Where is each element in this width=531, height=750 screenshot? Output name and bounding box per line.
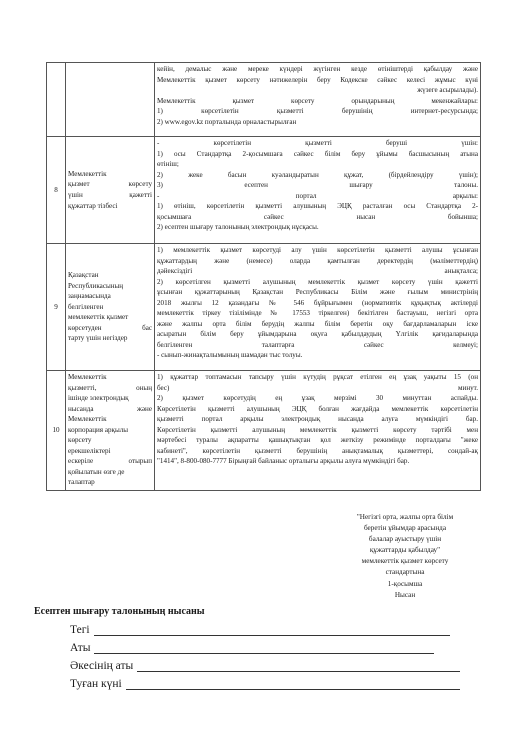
row-name-cell <box>66 137 155 244</box>
field-label: Туған күні <box>70 678 122 690</box>
desc-line: кабинеті", көрсетілетін қызметті берушінің анықтамалық қызметтері, сондай-ақ <box>157 446 478 455</box>
row-number-cell: 8 <box>47 137 66 244</box>
form-title: Есептен шығару талонының нысаны <box>34 606 205 617</box>
row-name-cell <box>66 63 155 137</box>
desc-line: қызметті портал арқылы электрондық нысанда алуға мүмкіндігі бар. <box>157 415 478 424</box>
desc-line: 2) есептен шығару талонының электрондық нұсқасы. <box>157 223 319 232</box>
name-line: мемлекеттік қызмет <box>68 313 129 322</box>
name-line: Мемлекеттік <box>68 373 107 381</box>
desc-line: "1414", 8-800-080-7777 Бірыңғай байланыс орталығы арқылы алуға мүмкіндігі бар. <box>157 457 410 466</box>
form-field-name <box>70 638 490 654</box>
name-line: Мемлекеттік <box>68 415 107 424</box>
fill-line <box>137 661 460 672</box>
form-field-surname <box>70 620 490 636</box>
desc-line: мәртебесі туралы ақпаратты қашықтықтан қол жеткізу режимінде порталдағы "жеке <box>157 436 478 445</box>
name-line: нысанда және <box>68 404 152 413</box>
desc-line: - көрсетілетін қызметті беруші үшін: <box>157 139 478 147</box>
annex-line: стандартына <box>385 568 425 577</box>
desc-line: 1) мемлекеттік қызмет көрсетуді алу үшін көрсетілетін қызметті алушы ұсынған <box>157 246 478 254</box>
desc-line: 2018 жылғы 12 қазандағы № 546 бұйрығымен (нормативтік құқықтық актілерді <box>157 298 478 307</box>
row-desc-cell <box>155 371 481 491</box>
desc-line: мемлекеттік тіркеу тізілімінде № 17553 тіркелген) бекітілген бастауыш, негізгі орта <box>157 309 478 318</box>
name-line: қойылатын өзге де <box>68 467 125 476</box>
name-line: заңнамасында <box>68 292 111 301</box>
desc-line: 1) көрсетілетін қызметті берушінің интернет-ресурсында; <box>157 107 478 116</box>
row-desc-cell <box>155 137 481 244</box>
field-label: Тегі <box>70 624 90 636</box>
name-line: үшін қажетті <box>68 191 152 199</box>
name-line: корпорация арқылы <box>68 425 129 434</box>
annex-line: балалар ауыстыру үшін <box>368 535 442 544</box>
annex-line: мемлекеттік қызмет көрсету <box>361 557 449 566</box>
desc-line: дәйексіздігі анықталса; <box>157 267 478 276</box>
name-line: қызмет көрсету <box>68 180 152 189</box>
form-field-patronymic <box>70 656 490 672</box>
desc-line: ұсынған құжаттарының Қазақстан Республикасы Білім және ғылым министрінің <box>157 288 478 297</box>
name-line: қызметті, оның <box>68 383 152 392</box>
fill-line <box>126 679 460 690</box>
desc-line: бес) минут. <box>157 383 478 392</box>
row-number-cell: 9 <box>47 244 66 371</box>
annex-line: беретін ұйымдар арасында <box>363 524 447 533</box>
fill-line <box>94 625 450 636</box>
desc-line: жүзеге асырылады). <box>417 86 478 95</box>
desc-line: қосымшаға сәйкес нысан бойынша; <box>157 212 478 221</box>
desc-line: 2) жеке басын куәландыратын құжат, (бірдейлендіру үшін); <box>157 170 478 179</box>
desc-line: - сынып-жинақталымының шамадан тыс толуы. <box>157 351 303 360</box>
desc-line: кейін, демалыс және мереке күндері жүгінген кезде өтініштерді қабылдау және <box>157 65 478 73</box>
name-line: талаптар <box>68 478 95 487</box>
desc-line: Мемлекеттік қызмет көрсету орындарының мекенжайлары: <box>157 96 478 105</box>
name-line: ерекшеліктері <box>68 446 111 455</box>
annex-line: Нысан <box>394 590 416 599</box>
name-line: көрсетуден бас <box>68 323 152 332</box>
services-standard-table <box>46 62 481 491</box>
table-row <box>47 371 481 491</box>
field-label: Аты <box>70 642 91 654</box>
desc-line: Көрсетілетін қызметті алушының ЭЦҚ болған жағдайда мемлекеттік көрсетілетін <box>157 404 478 413</box>
name-line: құжаттар тізбесі <box>68 201 118 210</box>
annex-line: "Негізгі орта, жалпы орта білім <box>356 513 454 521</box>
name-line: тарту үшін негіздер <box>68 334 128 343</box>
form-field-birthdate <box>70 674 490 690</box>
desc-line: 2) www.egov.kz порталында орналастырылған <box>157 117 297 126</box>
desc-line: 2) қызмет көрсетудің ең ұзақ мерзімі 30 минуттан аспайды. <box>157 394 478 403</box>
fill-line <box>94 643 434 654</box>
desc-line: белгіленген талаптарға сәйкес келмеуі; <box>157 340 478 349</box>
desc-line: өтініш; <box>157 160 179 169</box>
row-name-cell <box>66 371 155 491</box>
row-name-cell <box>66 244 155 371</box>
name-line: ішінде электрондық <box>68 394 129 403</box>
desc-line: 1) құжаттар топтамасын тапсыру үшін күтудің рұқсат етілген ең ұзақ уақыты 15 (он <box>157 373 478 381</box>
name-line: Мемлекеттік <box>68 169 107 178</box>
desc-line: 1) өтініш, көрсетілетін қызметті алушының ЭЦҚ расталған осы Стандартқа 2- <box>157 202 478 211</box>
annex-line: 1-қосымша <box>387 579 423 588</box>
desc-line: Көрсетілетін қызметті алушының мемлекеттік қызметті көрсету тәртібі мен <box>157 425 478 434</box>
desc-line: 1) осы Стандартқа 2-қосымшаға сәйкес білім беру ұйымы басшысының атына <box>157 149 478 158</box>
row-desc-cell <box>155 244 481 371</box>
annex-note <box>330 512 480 601</box>
desc-line: құжаттардың және (немесе) оларда қамтылған деректердің (мәліметтердің) <box>157 256 478 265</box>
name-line: белгіленген <box>68 302 104 311</box>
annex-line: құжаттарды қабылдау" <box>369 546 441 555</box>
desc-line: және жалпы орта білім берудің жалпы білім беретін оқу бағдарламаларын іске <box>157 319 478 328</box>
table-row <box>47 137 481 244</box>
desc-line: - портал арқылы: <box>157 191 478 200</box>
field-label: Әкесінің аты <box>70 660 134 672</box>
table-row <box>47 63 481 137</box>
name-line: Республикасының <box>68 281 124 290</box>
row-number-cell <box>47 63 66 137</box>
desc-line: асыратын білім беру ұйымдарына оқуға қабылдаудың Үлгілік қағидаларында <box>157 330 478 339</box>
name-line: Қазақстан <box>68 271 99 280</box>
row-number-cell: 10 <box>47 371 66 491</box>
row-desc-cell <box>155 63 481 137</box>
name-line: көрсету <box>68 436 92 445</box>
desc-line: 2) көрсетілген қызметті алушының мемлекеттік қызмет көрсету үшін қажетті <box>157 277 478 286</box>
name-line: ескеріле отырып <box>68 457 152 466</box>
desc-line: Мемлекеттік қызмет көрсету нәтижелерін беру Кодекске сәйкес келесі жұмыс күні <box>157 75 478 84</box>
desc-line: 3) есептен шығару талоны. <box>157 181 478 190</box>
table-row <box>47 244 481 371</box>
